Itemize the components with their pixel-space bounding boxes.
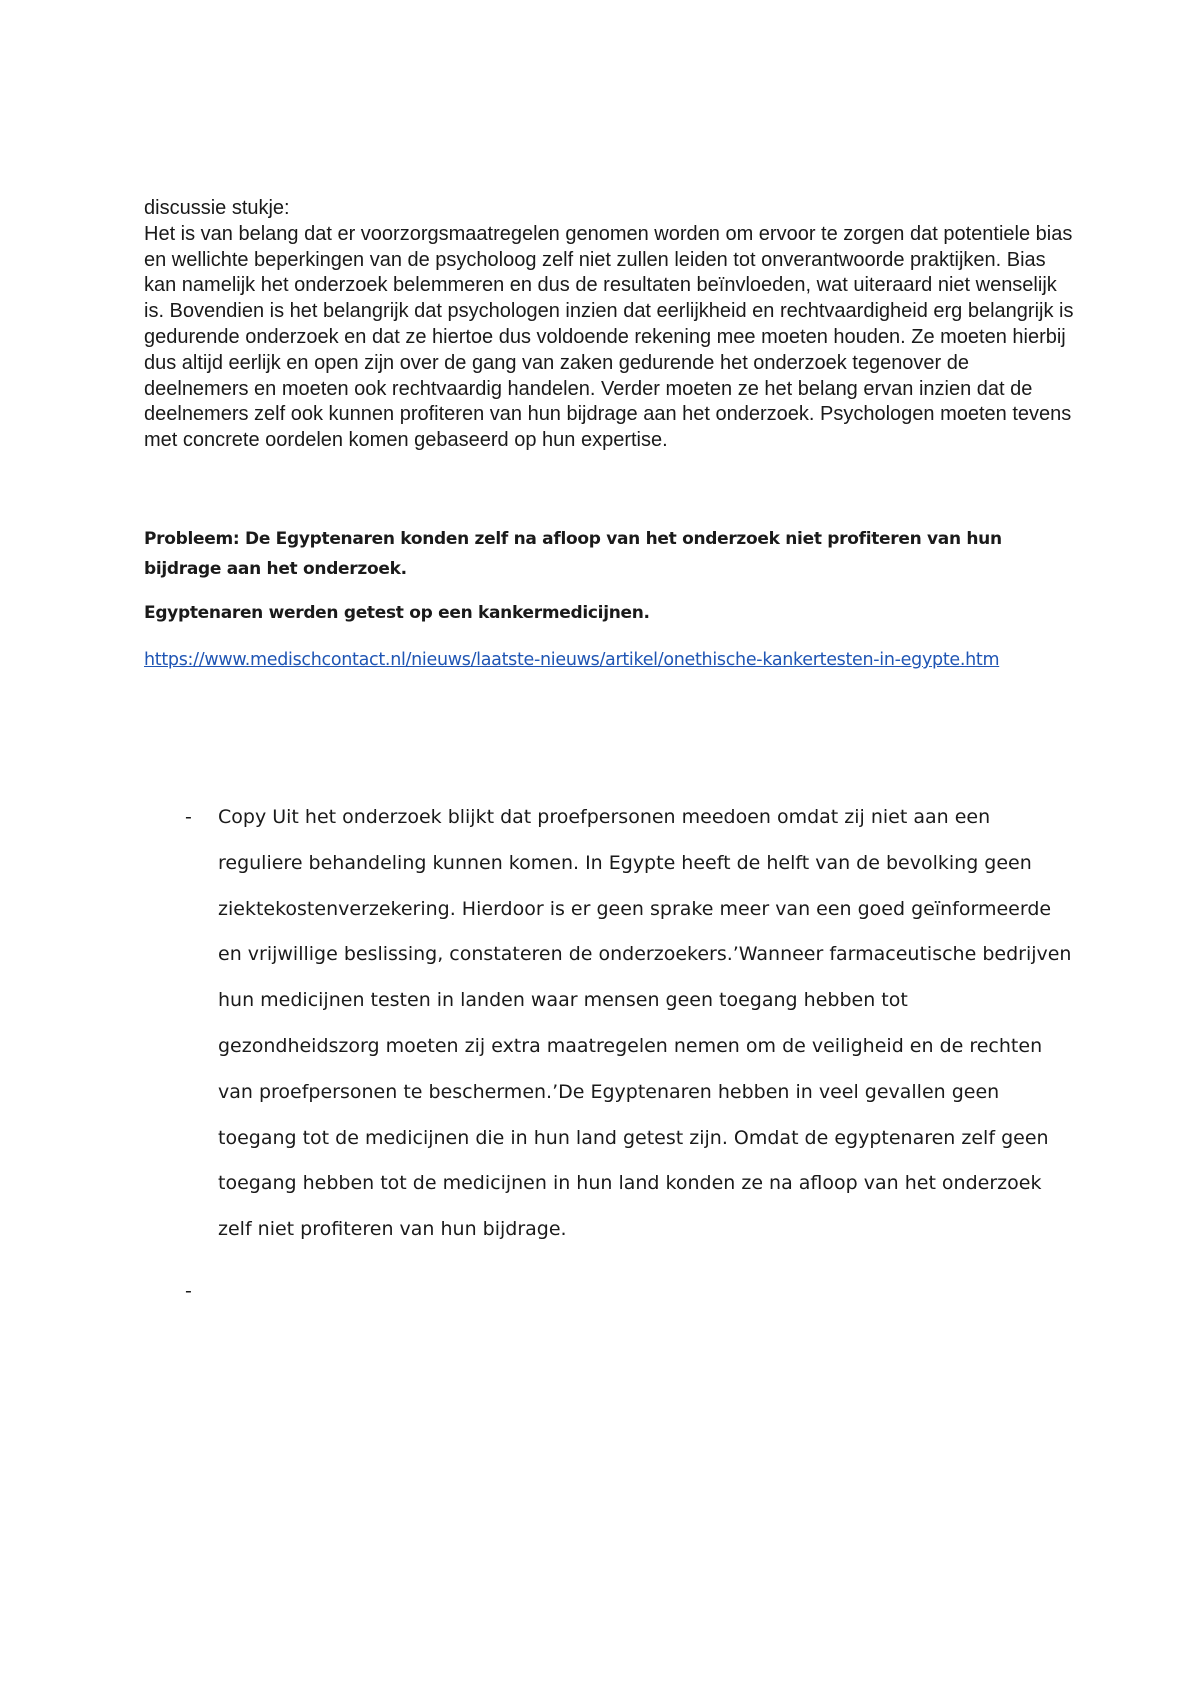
tested-statement: Egyptenaren werden getest op een kankermedicijnen. <box>144 603 650 623</box>
intro-section <box>144 196 1074 454</box>
list-dash: - <box>185 1279 192 1302</box>
list-item <box>185 795 1075 1253</box>
problem-statement: Probleem: De Egyptenaren konden zelf na afloop van het onderzoek niet profiteren van hun bijdrage aan het onderzoek. <box>144 529 1002 579</box>
bullet-list <box>185 795 1075 1315</box>
list-item-text: Copy Uit het onderzoek blijkt dat proefpersonen meedoen omdat zij niet aan een reguliere behandeling kunnen komen. In Egypte heeft de helft van de bevolking geen ziektekostenverzekering. Hierdoor is er geen sprake meer van een goed geïnformeerde en vrijwillige beslissing, constateren de onderzoekers.’Wanneer farmaceutische bedrijven hun medicijnen testen in landen waar mensen geen toegang hebben tot gezondheidszorg moeten zij extra maatregelen nemen om de veiligheid en de rechten van proefpersonen te beschermen.’De Egyptenaren hebben in veel gevallen geen toegang tot de medicijnen die in hun land getest zijn. Omdat de egyptenaren zelf geen toegang hebben tot de medicijnen in hun land konden ze na afloop van het onderzoek zelf niet profiteren van hun bijdrage. <box>218 806 1072 1241</box>
list-dash: - <box>185 806 192 828</box>
source-link[interactable]: https://www.medischcontact.nl/nieuws/laatste-nieuws/artikel/onethische-kankertesten-in-egypte.htm <box>144 650 1000 670</box>
intro-paragraph: Het is van belang dat er voorzorgsmaatregelen genomen worden om ervoor te zorgen dat potentiele bias en wellichte beperkingen van de psycholoog zelf niet zullen leiden tot onverantwoorde praktijken. Bias kan namelijk het onderzoek belemmeren en dus de resultaten beïnvloeden, wat uiteraard niet wenselijk is. Bovendien is het belangrijk dat psychologen inzien dat eerlijkheid en rechtvaardigheid erg belangrijk is gedurende onderzoek en dat ze hiertoe dus voldoende rekening mee moeten houden. Ze moeten hierbij dus altijd eerlijk en open zijn over de gang van zaken gedurende het onderzoek tegenover de deelnemers en moeten ook rechtvaardig handelen. Verder moeten ze het belang ervan inzien dat de deelnemers zelf ook kunnen profiteren van hun bijdrage aan het onderzoek. Psychologen moeten tevens met concrete oordelen komen gebaseerd op hun expertise. <box>144 222 1074 452</box>
list-item-empty[interactable] <box>185 1269 1075 1315</box>
intro-heading: discussie stukje: <box>144 197 290 219</box>
